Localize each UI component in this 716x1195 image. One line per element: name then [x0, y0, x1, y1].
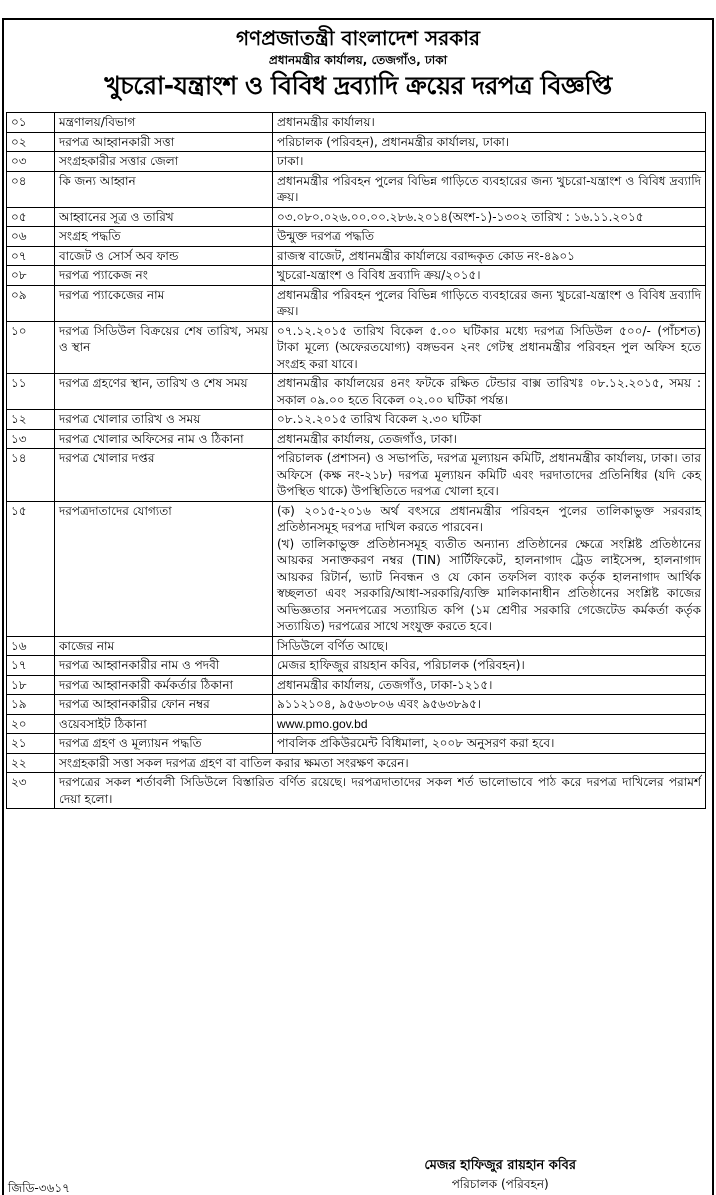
row-number: ১০	[7, 321, 55, 374]
table-row	[7, 227, 706, 247]
row-label: দরপত্র গ্রহণের স্থান, তারিখ ও শেষ সময়	[55, 374, 273, 410]
table-row	[7, 132, 706, 152]
row-number: ০১	[7, 113, 55, 133]
row-number: ০৭	[7, 246, 55, 266]
row-label: কি জন্য আহ্বান	[55, 171, 273, 207]
table-row	[7, 410, 706, 430]
table-row	[7, 675, 706, 695]
row-value: ৯১১২১০৪, ৯৫৬৩৮০৬ এবং ৯৫৬৩৮৯৫।	[273, 695, 706, 715]
table-row	[7, 285, 706, 321]
row-value: প্রধানমন্ত্রীর পরিবহন পুলের বিভিন্ন গাড়িতে ব্যবহারের জন্য খুচরো-যন্ত্রাংশ ও বিবিধ দ্রব্যাদি ক্রয়।	[273, 171, 706, 207]
table-row	[7, 374, 706, 410]
table-row	[7, 753, 706, 773]
row-value	[273, 501, 706, 636]
row-number: ০৯	[7, 285, 55, 321]
row-label: আহ্বানের সূত্র ও তারিখ	[55, 207, 273, 227]
row-value: পাবলিক প্রকিউরমেন্ট বিধিমালা, ২০০৮ অনুসরণ করা হবে।	[273, 734, 706, 754]
row-label: দরপত্র আহ্বানকারীর ফোন নম্বর	[55, 695, 273, 715]
table-row	[7, 656, 706, 676]
table-row	[7, 429, 706, 449]
row-number: ১৬	[7, 636, 55, 656]
row-label: মন্ত্রণালয়/বিভাগ	[55, 113, 273, 133]
memo-number: জিডি-৩৬১৭	[8, 1181, 70, 1195]
tender-table	[6, 112, 706, 809]
table-row	[7, 113, 706, 133]
row-number: ০৬	[7, 227, 55, 247]
row-value: প্রধানমন্ত্রীর কার্যালয়।	[273, 113, 706, 133]
row-label: দরপত্র আহ্বানকারীর নাম ও পদবী	[55, 656, 273, 676]
signatory-title: পরিচালক (পরিবহন)	[451, 1177, 549, 1191]
government-name: গণপ্রজাতন্ত্রী বাংলাদেশ সরকার	[236, 26, 480, 50]
row-value: প্রধানমন্ত্রীর কার্যালয়, তেজগাঁও, ঢাকা।	[273, 429, 706, 449]
row-value: ০৮.১২.২০১৫ তারিখ বিকেল ২.৩০ ঘটিকা	[273, 410, 706, 430]
table-row	[7, 321, 706, 374]
table-row	[7, 449, 706, 502]
row-note: দরপত্রের সকল শর্তাবলী সিডিউলে বিস্তারিত বর্ণিত রয়েছে। দরপত্রদাতাদের সকল শর্ত ভালোভাবে পাঠ করে দরপত্র দাখিলের পরামর্শ দেয়া হলো।	[55, 773, 706, 809]
row-number: ২২	[7, 753, 55, 773]
notice-footer	[6, 1154, 706, 1195]
table-row	[7, 714, 706, 734]
row-value: পরিচালক (প্রশাসন) ও সভাপতি, দরপত্র মূল্যায়ন কমিটি, প্রধানমন্ত্রীর কার্যালয়, ঢাকা। তার অফিসে (কক্ষ নং-২১৮) দরপত্র মূল্যায়ন কমিটি এবং দরদাতাদের প্রতিনিধির (যদি কেহ উপস্থিত থাকে) উপস্থিতিতে দরপত্র খোলা হবে।	[273, 449, 706, 502]
row-number: ১১	[7, 374, 55, 410]
row-number: ২১	[7, 734, 55, 754]
table-row	[7, 773, 706, 809]
row-label: দরপত্র সিডিউল বিক্রয়ের শেষ তারিখ, সময় ও স্থান	[55, 321, 273, 374]
table-row	[7, 501, 706, 636]
row-number: ১২	[7, 410, 55, 430]
row-label: দরপত্রদাতাদের যোগ্যতা	[55, 501, 273, 636]
row-value: খুচরো-যন্ত্রাংশ ও বিবিধ দ্রব্যাদি ক্রয়/২০১৫।	[273, 266, 706, 286]
row-value: ঢাকা।	[273, 152, 706, 172]
row-note: সংগ্রহকারী সত্তা সকল দরপত্র গ্রহণ বা বাতিল করার ক্ষমতা সংরক্ষণ করেন।	[55, 753, 706, 773]
row-label: দরপত্র খোলার দপ্তর	[55, 449, 273, 502]
eligibility-clause-a: (ক) ২০১৫-২০১৬ অর্থ বৎসরে প্রধানমন্ত্রীর পরিবহন পুলের তালিকাভুক্ত সরবরাহ প্রতিষ্ঠানসমূহ দরপত্র দাখিল করতে পারবেন।	[277, 503, 701, 534]
row-value: ০৩.০৮০.০২৬.০০.০০.২৮৬.২০১৪(অংশ-১)-১৩০২ তারিখ : ১৬.১১.২০১৫	[273, 207, 706, 227]
row-number: ০৩	[7, 152, 55, 172]
row-number: ০৫	[7, 207, 55, 227]
row-label: সংগ্রহ পদ্ধতি	[55, 227, 273, 247]
signatory-name: মেজর হাফিজুর রায়হান কবির	[424, 1158, 576, 1173]
table-row	[7, 266, 706, 286]
row-number: ১৭	[7, 656, 55, 676]
row-value: ০৭.১২.২০১৫ তারিখ বিকেল ৫.০০ ঘটিকার মধ্যে দরপত্র সিডিউল ৫০০/- (পাঁচশত) টাকা মূল্যে (অফেরতযোগ্য) বঙ্গভবন ২নং গেটস্থ প্রধানমন্ত্রীর পরিবহন পুল অফিস হতে সংগ্রহ করা যাবে।	[273, 321, 706, 374]
row-number: ১৩	[7, 429, 55, 449]
notice-header	[4, 20, 712, 104]
table-row	[7, 695, 706, 715]
row-number: ১৫	[7, 501, 55, 636]
row-label: দরপত্র খোলার তারিখ ও সময়	[55, 410, 273, 430]
row-label: কাজের নাম	[55, 636, 273, 656]
row-value: উন্মুক্ত দরপত্র পদ্ধতি	[273, 227, 706, 247]
row-label: দরপত্র প্যাকেজ নং	[55, 266, 273, 286]
table-row	[7, 152, 706, 172]
row-label: দরপত্র গ্রহণ ও মূল্যায়ন পদ্ধতি	[55, 734, 273, 754]
row-label: দরপত্র খোলার অফিসের নাম ও ঠিকানা	[55, 429, 273, 449]
table-row	[7, 636, 706, 656]
row-number: ১৯	[7, 695, 55, 715]
row-number: ১৪	[7, 449, 55, 502]
row-value: সিডিউলে বর্ণিত আছে।	[273, 636, 706, 656]
row-label: সংগ্রহকারীর সত্তার জেলা	[55, 152, 273, 172]
row-value: মেজর হাফিজুর রায়হান কবির, পরিচালক (পরিবহন)।	[273, 656, 706, 676]
signature-block	[424, 1156, 576, 1194]
row-number: ১৮	[7, 675, 55, 695]
row-label: দরপত্র প্যাকেজের নাম	[55, 285, 273, 321]
row-value: পরিচালক (পরিবহন), প্রধানমন্ত্রীর কার্যালয়, ঢাকা।	[273, 132, 706, 152]
row-value: প্রধানমন্ত্রীর কার্যালয়, তেজগাঁও, ঢাকা-১২১৫।	[273, 675, 706, 695]
office-address: প্রধানমন্ত্রীর কার্যালয়, তেজগাঁও, ঢাকা	[268, 53, 448, 67]
row-label: দরপত্র আহ্বানকারী সত্তা	[55, 132, 273, 152]
row-value: প্রধানমন্ত্রীর কার্যালয়ের ৪নং ফটকে রক্ষিত টেন্ডার বাক্স তারিখঃ ০৮.১২.২০১৫, সময় : সকাল ০৯.০০ হতে বিকেল ০২.০০ ঘটিকা পর্যন্ত।	[273, 374, 706, 410]
row-label: ওয়েবসাইট ঠিকানা	[55, 714, 273, 734]
website-link[interactable]: www.pmo.gov.bd	[273, 714, 706, 734]
table-row	[7, 734, 706, 754]
notice-title: খুচরো-যন্ত্রাংশ ও বিবিধ দ্রব্যাদি ক্রয়ের দরপত্র বিজ্ঞপ্তি	[104, 71, 612, 100]
row-number: ২৩	[7, 773, 55, 809]
table-row	[7, 171, 706, 207]
row-value: রাজস্ব বাজেট, প্রধানমন্ত্রীর কার্যালয়ে বরাদ্দকৃত কোড নং-৪৯০১	[273, 246, 706, 266]
row-label: দরপত্র আহ্বানকারী কর্মকর্তার ঠিকানা	[55, 675, 273, 695]
row-number: ২০	[7, 714, 55, 734]
row-number: ০৪	[7, 171, 55, 207]
row-label: বাজেট ও সোর্স অব ফান্ড	[55, 246, 273, 266]
eligibility-clause-b: (খ) তালিকাভুক্ত প্রতিষ্ঠানসমূহ ব্যতীত অন্যান্য প্রতিষ্ঠানের ক্ষেত্রে সংশ্লিষ্ট প্রতিষ্ঠানের আয়কর সনাক্তকরণ নম্বর (TIN) সার্টিফিকেট, হালনাগাদ ট্রেড লাইসেন্স, হালনাগাদ আয়কর রিটার্ন, ভ্যাট নিবন্ধন ও যে কোন তফসিল ব্যাংক কর্তৃক হালনাগাদ আর্থিক স্বচ্ছলতা এবং সরকারি/আধা-সরকারি/ব্যক্তি মালিকানাধীন প্রতিষ্ঠানের সংশ্লিষ্ট কাজের অভিজ্ঞতার সনদপত্রের সত্যায়িত কপি (১ম শ্রেণীর সরকারি গেজেটেড কর্মকর্তা কর্তৃক সত্যায়িত) দরপত্রের সাথে সংযুক্ত করতে হবে।	[277, 536, 701, 633]
row-value: প্রধানমন্ত্রীর পরিবহন পুলের বিভিন্ন গাড়িতে ব্যবহারের জন্য খুচরো-যন্ত্রাংশ ও বিবিধ দ্রব্যাদি ক্রয়।	[273, 285, 706, 321]
row-number: ০৮	[7, 266, 55, 286]
row-number: ০২	[7, 132, 55, 152]
table-row	[7, 207, 706, 227]
table-row	[7, 246, 706, 266]
